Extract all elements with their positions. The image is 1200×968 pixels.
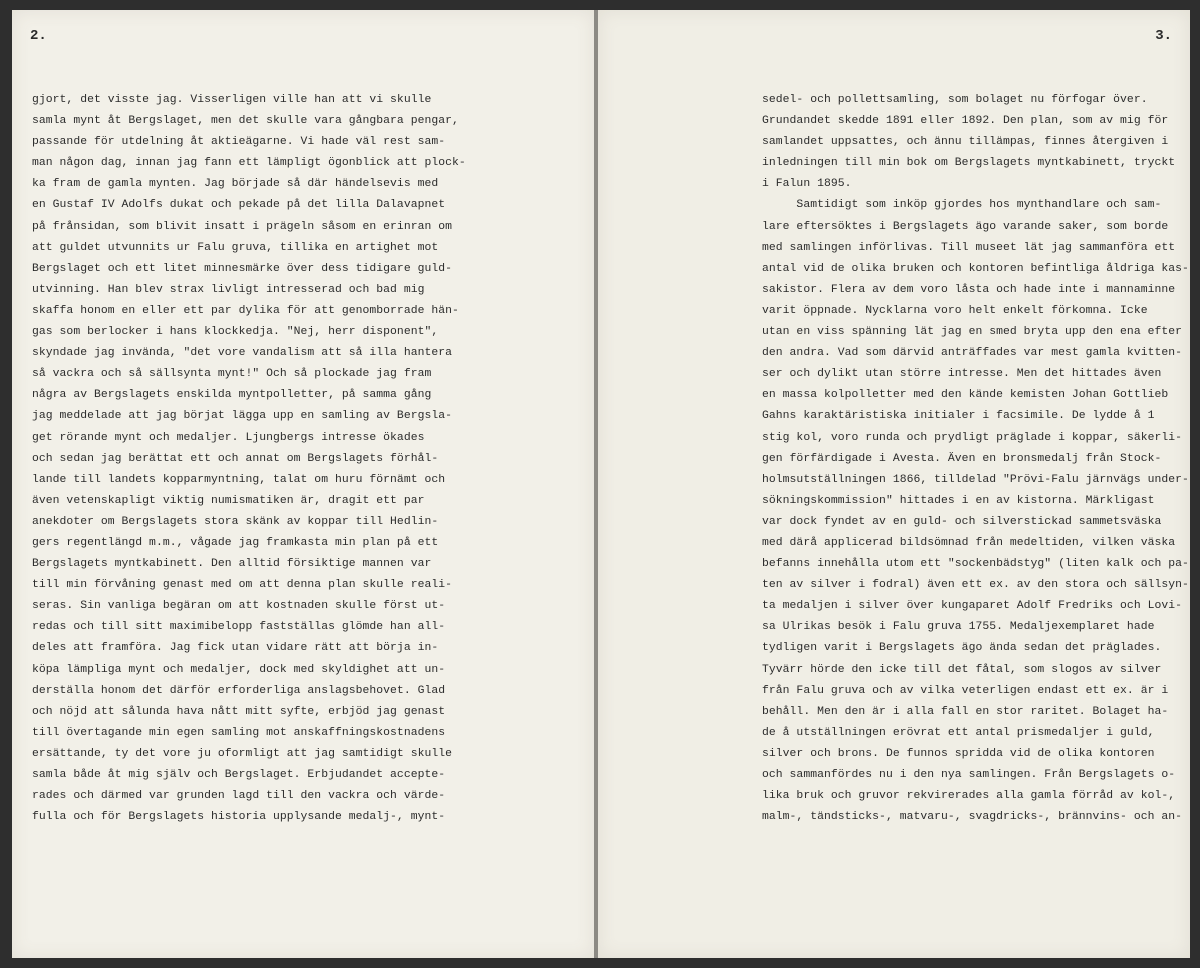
text-line: skyndade jag invända, "det vore vandalism att så illa hantera bbox=[32, 347, 453, 360]
text-line: samla mynt åt Bergslaget, men det skulle vara gångbara pengar, bbox=[32, 115, 459, 128]
text-line: Bergslaget och ett litet minnesmärke över dess tidigare guld- bbox=[32, 262, 453, 275]
text-line: inledningen till min bok om Bergslagets myntkabinett, tryckt bbox=[762, 157, 1176, 170]
text-line: gers regentlängd m.m., vågade jag framkasta min plan på ett bbox=[32, 536, 439, 549]
text-line: get rörande mynt och medaljer. Ljungbergs intresse ökades bbox=[32, 431, 425, 444]
text-line: Tyvärr hörde den icke till det fåtal, som slogos av silver bbox=[762, 663, 1162, 676]
text-line: att guldet utvunnits ur Falu gruva, tillika en artighet mot bbox=[32, 241, 439, 254]
text-line: gen förfärdigade i Avesta. Även en bronsmedalj från Stock- bbox=[762, 452, 1162, 465]
text-line: sakistor. Flera av dem voro låsta och hade inte i mannaminne bbox=[762, 283, 1176, 296]
text-line: så vackra och så sällsynta mynt!" Och så plockade jag fram bbox=[32, 368, 432, 381]
text-line: samla både åt mig själv och Bergslaget. Erbjudandet accepte- bbox=[32, 769, 446, 781]
text-line: och sammanfördes nu i den nya samlingen. Från Bergslagets o- bbox=[762, 769, 1176, 781]
text-line: antal vid de olika bruken och kontoren befintliga åldriga kas- bbox=[762, 262, 1189, 275]
text-line: sökningskommission" hittades i en av kistorna. Märkligast bbox=[762, 494, 1155, 507]
text-line: malm-, tändsticks-, matvaru-, svagdricks-, brännvins- och an- bbox=[762, 811, 1183, 824]
text-line: och nöjd att sålunda hava nått mitt syfte, erbjöd jag genast bbox=[32, 705, 446, 718]
text-line: sedel- och pollettsamling, som bolaget nu förfogar över. bbox=[762, 94, 1148, 106]
text-line: en Gustaf IV Adolfs dukat och pekade på det lilla Dalavapnet bbox=[32, 199, 446, 212]
text-line: Grundandet skedde 1891 eller 1892. Den plan, som av mig för bbox=[762, 115, 1169, 128]
text-line: varit öppnade. Nycklarna voro helt enkelt förkomna. Icke bbox=[762, 304, 1148, 317]
text-line: holmsutställningen 1866, tilldelad "Prövi-Falu järnvägs under- bbox=[762, 473, 1189, 486]
text-line: den andra. Vad som därvid anträffades var mest gamla kvitten- bbox=[762, 347, 1183, 360]
text-line: passande för utdelning åt aktieägarne. Vi hade väl rest sam- bbox=[32, 136, 446, 149]
text-line: Bergslagets myntkabinett. Den alltid försiktige mannen var bbox=[32, 558, 432, 571]
text-line: silver och brons. De funnos spridda vid de olika kontoren bbox=[762, 747, 1155, 760]
text-line: ser och dylikt utan större intresse. Men det hittades även bbox=[762, 368, 1162, 381]
text-line: rades och därmed var grunden lagd till den vackra och värde- bbox=[32, 790, 446, 803]
left-page bbox=[12, 10, 594, 958]
text-line: samlandet uppsattes, och ännu tillämpas, finnes återgiven i bbox=[762, 136, 1169, 149]
text-line: skaffa honom en eller ett par dylika för att genomborrade hän- bbox=[32, 304, 459, 317]
text-line: seras. Sin vanliga begäran om att kostnaden skulle först ut- bbox=[32, 600, 446, 613]
text-line: derställa honom det därför erforderliga anslagsbehovet. Glad bbox=[32, 684, 446, 697]
text-line: med därå applicerad bildsömnad från medeltiden, vilken väska bbox=[762, 536, 1176, 549]
text-line: redas och till sitt maximibelopp fastställas glömde han all- bbox=[32, 621, 446, 634]
text-line: jag meddelade att jag börjat lägga upp en samling av Bergsla- bbox=[32, 410, 453, 423]
text-line: gas som berlocker i hans klockkedja. "Nej, herr disponent", bbox=[32, 326, 439, 339]
text-line: deles att framföra. Jag fick utan vidare rätt att börja in- bbox=[32, 642, 439, 655]
text-line: ersättande, ty det vore ju oformligt att jag samtidigt skulle bbox=[32, 747, 453, 760]
text-line: Gahns karaktäristiska initialer i facsimile. De lydde å 1 bbox=[762, 410, 1155, 423]
text-line: fulla och för Bergslagets historia upplysande medalj-, mynt- bbox=[32, 811, 446, 824]
page-number-left: 2. bbox=[30, 28, 47, 44]
text-line: i Falun 1895. bbox=[762, 178, 852, 191]
text-line: och sedan jag berättat ett och annat om Bergslagets förhål- bbox=[32, 452, 439, 465]
text-line: anekdoter om Bergslagets stora skänk av koppar till Hedlin- bbox=[32, 515, 439, 528]
text-line: från Falu gruva och av vilka veterligen endast ett ex. är i bbox=[762, 684, 1169, 697]
text-line: några av Bergslagets enskilda myntpolletter, på samma gång bbox=[32, 389, 432, 402]
text-line: tydligen varit i Bergslagets ägo ända sedan det präglades. bbox=[762, 642, 1162, 655]
text-line: var dock fyndet av en guld- och silverstickad sammetsväska bbox=[762, 515, 1162, 528]
text-line: utvinning. Han blev strax livligt intresserad och bad mig bbox=[32, 283, 425, 296]
text-line: utan en viss spänning lät jag en smed bryta upp den ena efter bbox=[762, 326, 1183, 339]
left-page-text bbox=[32, 90, 466, 828]
text-line: till min förvåning genast med om att denna plan skulle reali- bbox=[32, 579, 453, 592]
page-number-right: 3. bbox=[1155, 28, 1172, 44]
text-line: befanns innehålla utom ett "sockenbädstyg" (liten kalk och pa- bbox=[762, 558, 1189, 571]
text-line: även vetenskapligt viktig numismatiken är, dragit ett par bbox=[32, 494, 425, 507]
text-line: lande till landets kopparmyntning, talat om huru förnämt och bbox=[32, 473, 446, 486]
text-line: sa Ulrikas besök i Falu gruva 1755. Medaljexemplaret hade bbox=[762, 621, 1155, 634]
right-page bbox=[598, 10, 1190, 958]
text-line: en massa kolpolletter med den kände kemisten Johan Gottlieb bbox=[762, 389, 1169, 402]
text-line: till övertagande min egen samling mot anskaffningskostnadens bbox=[32, 726, 446, 739]
text-line: lika bruk och gruvor rekvirerades alla gamla förråd av kol-, bbox=[762, 790, 1176, 803]
text-line: gjort, det visste jag. Visserligen ville han att vi skulle bbox=[32, 94, 432, 106]
text-line: Samtidigt som inköp gjordes hos mynthandlare och sam- bbox=[762, 199, 1162, 212]
text-line: de å utställningen erövrat ett antal prismedaljer i guld, bbox=[762, 726, 1155, 739]
text-line: behåll. Men den är i alla fall en stor raritet. Bolaget ha- bbox=[762, 705, 1169, 718]
text-line: ka fram de gamla mynten. Jag började så där händelsevis med bbox=[32, 178, 439, 191]
text-line: på frånsidan, som blivit insatt i prägeln såsom en erinran om bbox=[32, 220, 453, 233]
text-line: ten av silver i fodral) även ett ex. av den stora och sällsyn- bbox=[762, 579, 1189, 592]
text-line: ta medaljen i silver över kungaparet Adolf Fredriks och Lovi- bbox=[762, 600, 1183, 613]
text-line: köpa lämpliga mynt och medaljer, dock med skyldighet att un- bbox=[32, 663, 446, 676]
text-line: med samlingen införlivas. Till museet lät jag sammanföra ett bbox=[762, 241, 1176, 254]
right-page-text bbox=[762, 90, 1189, 828]
text-line: man någon dag, innan jag fann ett lämpligt ögonblick att plock- bbox=[32, 157, 466, 170]
text-line: stig kol, voro runda och prydligt präglade i koppar, säkerli- bbox=[762, 431, 1183, 444]
text-line: lare eftersöktes i Bergslagets ägo varande saker, som borde bbox=[762, 220, 1169, 233]
